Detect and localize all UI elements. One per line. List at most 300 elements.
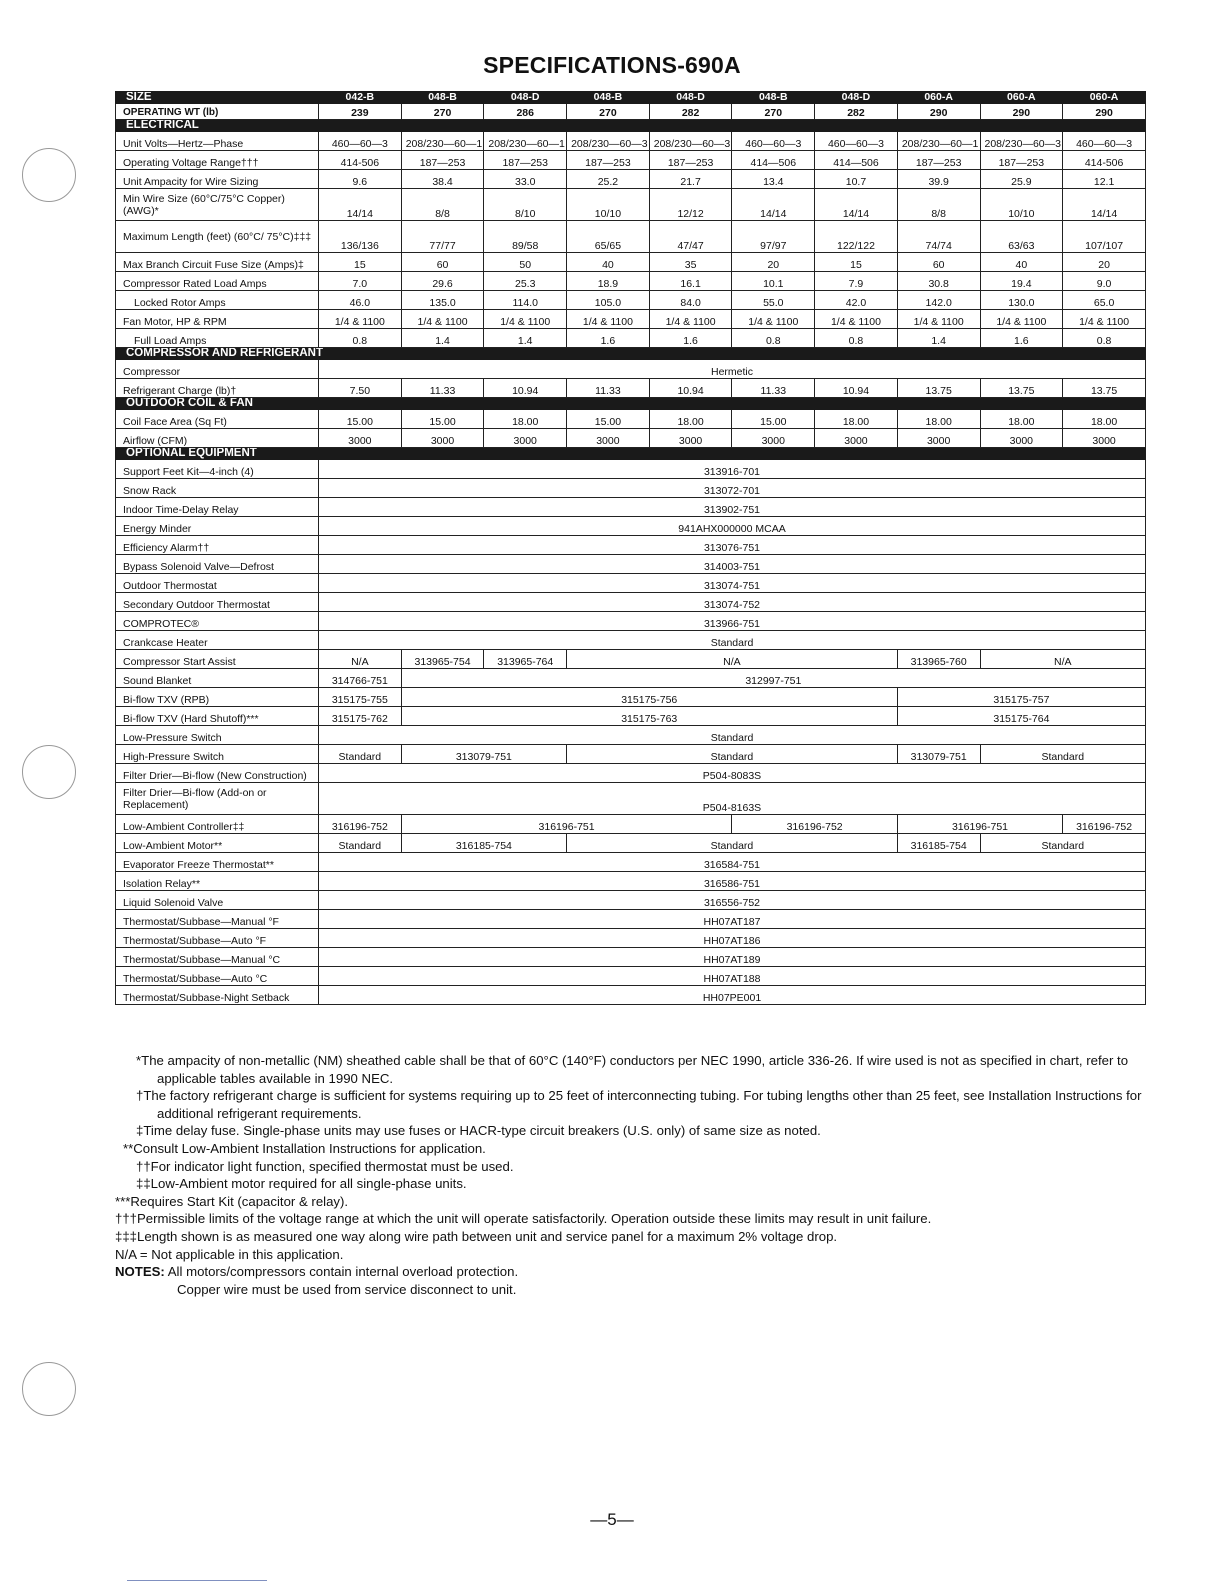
row-label: Snow Rack [116, 479, 319, 498]
optional-row [116, 967, 1146, 986]
value-cell: 414—506 [732, 151, 815, 170]
value-cell: 1/4 & 1100 [567, 310, 650, 329]
value-cell: N/A [980, 650, 1146, 669]
optional-row [116, 872, 1146, 891]
value-cell: N/A [319, 650, 402, 669]
value-cell: 21.7 [649, 170, 732, 189]
value-cell: 11.33 [732, 379, 815, 398]
value-cell: 313074-751 [319, 574, 1146, 593]
value-cell: 1.4 [484, 329, 567, 348]
value-cell: 313965-754 [401, 650, 484, 669]
size-header: 048-B [567, 92, 650, 104]
section-header: COMPRESSOR AND REFRIGERANT [116, 348, 1146, 360]
optional-row [116, 593, 1146, 612]
value-cell: 14/14 [815, 189, 898, 221]
value-cell: 47/47 [649, 221, 732, 253]
value-cell: 313079-751 [401, 745, 566, 764]
value-cell: 89/58 [484, 221, 567, 253]
value-cell: 60 [401, 253, 484, 272]
row-label: Thermostat/Subbase—Manual °F [116, 910, 319, 929]
row-label: Operating Voltage Range††† [116, 151, 319, 170]
value-cell: 10.7 [815, 170, 898, 189]
specifications-table [115, 91, 1146, 1005]
row-label: Unit Ampacity for Wire Sizing [116, 170, 319, 189]
size-header: 048-D [815, 92, 898, 104]
value-cell: 414—506 [815, 151, 898, 170]
optional-row [116, 891, 1146, 910]
size-header: 048-D [649, 92, 732, 104]
value-cell: HH07AT189 [319, 948, 1146, 967]
optional-row [116, 479, 1146, 498]
weight-cell: 270 [567, 104, 650, 120]
value-cell: 18.00 [815, 410, 898, 429]
row-label: Bi-flow TXV (RPB) [116, 688, 319, 707]
row-label: Unit Volts—Hertz—Phase [116, 132, 319, 151]
footnote: ††For indicator light function, specified thermostat must be used. [136, 1158, 514, 1174]
value-cell: 316185-754 [897, 834, 980, 853]
airflow-row [116, 429, 1146, 448]
value-cell: 460—60—3 [319, 132, 402, 151]
value-cell: 18.9 [567, 272, 650, 291]
row-label: Fan Motor, HP & RPM [116, 310, 319, 329]
footnote: *The ampacity of non-metallic (NM) sheathed cable shall be that of 60°C (140°F) conductors per NEC 1990, article 336-26. If wire used is not as specified in chart, refer to applicable tables available in 1990 NEC. [136, 1053, 1129, 1086]
value-cell: 15.00 [319, 410, 402, 429]
weight-cell: 282 [649, 104, 732, 120]
value-cell: 1/4 & 1100 [319, 310, 402, 329]
row-label: Bypass Solenoid Valve—Defrost [116, 555, 319, 574]
size-header-row [116, 92, 1146, 104]
value-cell: 9.0 [1063, 272, 1146, 291]
optional-row [116, 783, 1146, 815]
notes-line-2: Copper wire must be used from service disconnect to unit. [177, 1281, 517, 1297]
value-cell: 136/136 [319, 221, 402, 253]
electrical-row [116, 272, 1146, 291]
value-cell: 14/14 [319, 189, 402, 221]
value-cell: 1/4 & 1100 [815, 310, 898, 329]
refrigerant-row [116, 379, 1146, 398]
value-cell: HH07PE001 [319, 986, 1146, 1005]
value-cell: 316586-751 [319, 872, 1146, 891]
value-cell: 0.8 [1063, 329, 1146, 348]
row-label: Low-Pressure Switch [116, 726, 319, 745]
electrical-row [116, 291, 1146, 310]
footnotes [115, 1052, 1151, 1298]
value-cell: 40 [567, 253, 650, 272]
section-outdoor-coil-fan [116, 398, 1146, 410]
value-cell: 11.33 [401, 379, 484, 398]
optional-row [116, 707, 1146, 726]
value-cell: 313966-751 [319, 612, 1146, 631]
value-cell: 18.00 [484, 410, 567, 429]
value-cell: 10/10 [567, 189, 650, 221]
weight-cell: 270 [732, 104, 815, 120]
row-label: Liquid Solenoid Valve [116, 891, 319, 910]
value-cell: 18.00 [649, 410, 732, 429]
value-cell: 14/14 [732, 189, 815, 221]
notes-label: NOTES: [115, 1264, 165, 1280]
value-cell: 77/77 [401, 221, 484, 253]
value-cell: 42.0 [815, 291, 898, 310]
optional-row [116, 948, 1146, 967]
row-label: High-Pressure Switch [116, 745, 319, 764]
section-header: ELECTRICAL [116, 120, 1146, 132]
row-label: Maximum Length (feet) (60°C/ 75°C)‡‡‡ [116, 221, 319, 253]
value-cell: 460—60—3 [732, 132, 815, 151]
optional-row [116, 460, 1146, 479]
value-cell: 20 [732, 253, 815, 272]
section-header: OUTDOOR COIL & FAN [116, 398, 1146, 410]
value-cell: 39.9 [897, 170, 980, 189]
value-cell: 15.00 [567, 410, 650, 429]
value-cell: 460—60—3 [1063, 132, 1146, 151]
electrical-row [116, 310, 1146, 329]
optional-row [116, 834, 1146, 853]
weight-cell: 290 [897, 104, 980, 120]
value-cell: 315175-763 [401, 707, 897, 726]
optional-row [116, 650, 1146, 669]
binder-hole-bottom [22, 1362, 76, 1416]
optional-row [116, 612, 1146, 631]
electrical-row [116, 132, 1146, 151]
value-cell: 315175-756 [401, 688, 897, 707]
value-cell: Standard [319, 726, 1146, 745]
value-cell: 312997-751 [401, 669, 1145, 688]
optional-row [116, 745, 1146, 764]
row-label: Evaporator Freeze Thermostat** [116, 853, 319, 872]
weight-row [116, 104, 1146, 120]
weight-cell: 282 [815, 104, 898, 120]
value-cell: HH07AT188 [319, 967, 1146, 986]
value-cell: 84.0 [649, 291, 732, 310]
weight-cell: 239 [319, 104, 402, 120]
footnote-list [115, 1052, 1151, 1263]
electrical-row [116, 151, 1146, 170]
row-label: Efficiency Alarm†† [116, 536, 319, 555]
electrical-row [116, 170, 1146, 189]
value-cell: 13.75 [1063, 379, 1146, 398]
value-cell: 0.8 [732, 329, 815, 348]
value-cell: 10.94 [484, 379, 567, 398]
value-cell: Standard [567, 745, 898, 764]
value-cell: 97/97 [732, 221, 815, 253]
section-electrical [116, 120, 1146, 132]
value-cell: 122/122 [815, 221, 898, 253]
row-label: Sound Blanket [116, 669, 319, 688]
optional-row [116, 498, 1146, 517]
row-label: Locked Rotor Amps [116, 291, 319, 310]
value-cell: 9.6 [319, 170, 402, 189]
bottom-rule [127, 1580, 267, 1581]
value-cell: 941AHX000000 MCAA [319, 517, 1146, 536]
value-cell: 14/14 [1063, 189, 1146, 221]
weight-cell: 290 [1063, 104, 1146, 120]
note-text: All motors/compressors contain internal overload protection. [167, 1264, 519, 1280]
size-header: 060-A [980, 92, 1063, 104]
row-label: Max Branch Circuit Fuse Size (Amps)‡ [116, 253, 319, 272]
footnote: †††Permissible limits of the voltage range at which the unit will operate satisfactorily. Operation outside these limits may result in unit failure. [115, 1211, 932, 1227]
value-cell: 313079-751 [897, 745, 980, 764]
value-cell: Standard [980, 745, 1146, 764]
value-cell: 105.0 [567, 291, 650, 310]
row-label: Indoor Time-Delay Relay [116, 498, 319, 517]
value-cell: HH07AT186 [319, 929, 1146, 948]
optional-row [116, 815, 1146, 834]
value-cell: 15.00 [401, 410, 484, 429]
row-label: COMPROTEC® [116, 612, 319, 631]
value-cell: N/A [567, 650, 898, 669]
row-label: Min Wire Size (60°C/75°C Copper) (AWG)* [116, 189, 319, 221]
row-label: Low-Ambient Controller‡‡ [116, 815, 319, 834]
size-header: 048-D [484, 92, 567, 104]
value-cell: 50 [484, 253, 567, 272]
value-cell: 3000 [567, 429, 650, 448]
value-cell: 18.00 [980, 410, 1063, 429]
value-cell: 1.6 [567, 329, 650, 348]
value-cell: 60 [897, 253, 980, 272]
value-cell: 316196-752 [319, 815, 402, 834]
optional-row [116, 688, 1146, 707]
value-cell: 208/230—60—3 [567, 132, 650, 151]
value-cell: 15 [815, 253, 898, 272]
value-cell: 414-506 [319, 151, 402, 170]
page-number: —5— [590, 1510, 634, 1529]
value-cell: 29.6 [401, 272, 484, 291]
section-header: OPTIONAL EQUIPMENT [116, 448, 1146, 460]
value-cell: 316196-752 [732, 815, 897, 834]
optional-row [116, 726, 1146, 745]
footnote: **Consult Low-Ambient Installation Instructions for application. [123, 1140, 486, 1156]
weight-label: OPERATING WT (lb) [116, 104, 319, 120]
value-cell: 3000 [980, 429, 1063, 448]
row-label: Compressor Rated Load Amps [116, 272, 319, 291]
value-cell: 313074-752 [319, 593, 1146, 612]
value-cell: 7.50 [319, 379, 402, 398]
value-cell: 38.4 [401, 170, 484, 189]
value-cell: Standard [319, 834, 402, 853]
footnote: ***Requires Start Kit (capacitor & relay). [115, 1193, 349, 1209]
value-cell: 460—60—3 [815, 132, 898, 151]
row-label: Thermostat/Subbase—Auto °C [116, 967, 319, 986]
binder-hole-top [22, 148, 76, 202]
value-cell: 1/4 & 1100 [484, 310, 567, 329]
value-cell: 316556-752 [319, 891, 1146, 910]
weight-cell: 290 [980, 104, 1063, 120]
optional-row [116, 910, 1146, 929]
value-cell: 15.00 [732, 410, 815, 429]
value-cell: 1.6 [649, 329, 732, 348]
value-cell: 315175-757 [897, 688, 1145, 707]
value-cell: 314003-751 [319, 555, 1146, 574]
size-header: 060-A [897, 92, 980, 104]
value-cell: 314766-751 [319, 669, 402, 688]
value-cell: 55.0 [732, 291, 815, 310]
optional-row [116, 764, 1146, 783]
section-compressor-refrigerant [116, 348, 1146, 360]
row-label: Isolation Relay** [116, 872, 319, 891]
value-cell: 3000 [897, 429, 980, 448]
value-cell: 3000 [815, 429, 898, 448]
row-label: Outdoor Thermostat [116, 574, 319, 593]
value-cell: 33.0 [484, 170, 567, 189]
value-cell: 316185-754 [401, 834, 566, 853]
section-optional-equipment [116, 448, 1146, 460]
value-cell: 1.4 [897, 329, 980, 348]
value-cell: 1/4 & 1100 [732, 310, 815, 329]
value-cell: 187—253 [980, 151, 1063, 170]
value-cell: 15 [319, 253, 402, 272]
value-cell: 315175-755 [319, 688, 402, 707]
value-cell: 208/230—60—1 [897, 132, 980, 151]
notes-line-1 [115, 1263, 1151, 1281]
value-cell: 35 [649, 253, 732, 272]
value-cell: 1/4 & 1100 [1063, 310, 1146, 329]
size-header: 042-B [319, 92, 402, 104]
value-cell: 313072-701 [319, 479, 1146, 498]
optional-row [116, 631, 1146, 650]
footnote: ‡Time delay fuse. Single-phase units may use fuses or HACR-type circuit breakers (U.S. only) of same size as noted. [136, 1123, 821, 1139]
value-cell: 187—253 [649, 151, 732, 170]
value-cell: 107/107 [1063, 221, 1146, 253]
value-cell: 10/10 [980, 189, 1063, 221]
value-cell: 25.2 [567, 170, 650, 189]
value-cell: 208/230—60—1 [401, 132, 484, 151]
compressor-row [116, 360, 1146, 379]
value-cell: 40 [980, 253, 1063, 272]
row-label: Filter Drier—Bi-flow (New Construction) [116, 764, 319, 783]
row-label: Thermostat/Subbase-Night Setback [116, 986, 319, 1005]
coil-face-row [116, 410, 1146, 429]
optional-row [116, 555, 1146, 574]
row-label: Airflow (CFM) [116, 429, 319, 448]
row-label: Crankcase Heater [116, 631, 319, 650]
page-title: SPECIFICATIONS-690A [483, 52, 741, 78]
footnote: †The factory refrigerant charge is sufficient for systems requiring up to 25 feet of interconnecting tubing. For tubing lengths other than 25 feet, see Installation Instructions for additional refrigerant requirements. [136, 1088, 1142, 1121]
weight-cell: 286 [484, 104, 567, 120]
size-header: 060-A [1063, 92, 1146, 104]
value-cell: 1/4 & 1100 [649, 310, 732, 329]
optional-row [116, 574, 1146, 593]
value-cell: 142.0 [897, 291, 980, 310]
value-cell: Hermetic [319, 360, 1146, 379]
value-cell: 3000 [649, 429, 732, 448]
value-cell: 46.0 [319, 291, 402, 310]
value-cell: 313965-760 [897, 650, 980, 669]
value-cell: 13.75 [980, 379, 1063, 398]
value-cell: 10.1 [732, 272, 815, 291]
value-cell: 313965-764 [484, 650, 567, 669]
value-cell: 313076-751 [319, 536, 1146, 555]
value-cell: 20 [1063, 253, 1146, 272]
value-cell: 1/4 & 1100 [897, 310, 980, 329]
electrical-row [116, 189, 1146, 221]
value-cell: 7.0 [319, 272, 402, 291]
optional-row [116, 853, 1146, 872]
value-cell: 3000 [319, 429, 402, 448]
row-label: Thermostat/Subbase—Manual °C [116, 948, 319, 967]
value-cell: 316196-751 [401, 815, 732, 834]
value-cell: 3000 [484, 429, 567, 448]
value-cell: 114.0 [484, 291, 567, 310]
value-cell: 11.33 [567, 379, 650, 398]
value-cell: 3000 [401, 429, 484, 448]
value-cell: 187—253 [401, 151, 484, 170]
value-cell: 208/230—60—3 [649, 132, 732, 151]
value-cell: 1.6 [980, 329, 1063, 348]
optional-row [116, 517, 1146, 536]
value-cell: Standard [319, 631, 1146, 650]
row-label: Compressor Start Assist [116, 650, 319, 669]
value-cell: 10.94 [649, 379, 732, 398]
value-cell: 63/63 [980, 221, 1063, 253]
value-cell: 12.1 [1063, 170, 1146, 189]
value-cell: 74/74 [897, 221, 980, 253]
value-cell: 313916-701 [319, 460, 1146, 479]
value-cell: 12/12 [649, 189, 732, 221]
value-cell: 13.4 [732, 170, 815, 189]
value-cell: 7.9 [815, 272, 898, 291]
value-cell: 19.4 [980, 272, 1063, 291]
value-cell: 8/8 [401, 189, 484, 221]
value-cell: 316196-751 [897, 815, 1062, 834]
value-cell: 0.8 [319, 329, 402, 348]
footnote: N/A = Not applicable in this application. [115, 1246, 344, 1262]
value-cell: 315175-762 [319, 707, 402, 726]
row-label: Support Feet Kit—4-inch (4) [116, 460, 319, 479]
electrical-row [116, 329, 1146, 348]
row-label: Refrigerant Charge (lb)† [116, 379, 319, 398]
row-label: Secondary Outdoor Thermostat [116, 593, 319, 612]
value-cell: 3000 [1063, 429, 1146, 448]
value-cell: 130.0 [980, 291, 1063, 310]
value-cell: 8/8 [897, 189, 980, 221]
value-cell: 208/230—60—1 [484, 132, 567, 151]
value-cell: 316584-751 [319, 853, 1146, 872]
footnote: ‡‡‡Length shown is as measured one way along wire path between unit and service panel for a maximum 2% voltage drop. [115, 1228, 838, 1244]
value-cell: 1/4 & 1100 [980, 310, 1063, 329]
value-cell: 135.0 [401, 291, 484, 310]
value-cell: 25.3 [484, 272, 567, 291]
value-cell: 187—253 [567, 151, 650, 170]
optional-row [116, 986, 1146, 1005]
size-header: 048-B [732, 92, 815, 104]
value-cell: 0.8 [815, 329, 898, 348]
optional-row [116, 929, 1146, 948]
value-cell: Standard [319, 745, 402, 764]
row-label: Low-Ambient Motor** [116, 834, 319, 853]
value-cell: 30.8 [897, 272, 980, 291]
value-cell: Standard [980, 834, 1146, 853]
value-cell: 65/65 [567, 221, 650, 253]
value-cell: 8/10 [484, 189, 567, 221]
row-label: Compressor [116, 360, 319, 379]
row-label: Full Load Amps [116, 329, 319, 348]
weight-cell: 270 [401, 104, 484, 120]
optional-row [116, 669, 1146, 688]
value-cell: 13.75 [897, 379, 980, 398]
value-cell: 313902-751 [319, 498, 1146, 517]
value-cell: 1.4 [401, 329, 484, 348]
optional-row [116, 536, 1146, 555]
row-label: Bi-flow TXV (Hard Shutoff)*** [116, 707, 319, 726]
value-cell: 65.0 [1063, 291, 1146, 310]
value-cell: P504-8083S [319, 764, 1146, 783]
value-cell: 16.1 [649, 272, 732, 291]
value-cell: 3000 [732, 429, 815, 448]
value-cell: Standard [567, 834, 898, 853]
electrical-row [116, 253, 1146, 272]
value-cell: 10.94 [815, 379, 898, 398]
value-cell: 18.00 [897, 410, 980, 429]
